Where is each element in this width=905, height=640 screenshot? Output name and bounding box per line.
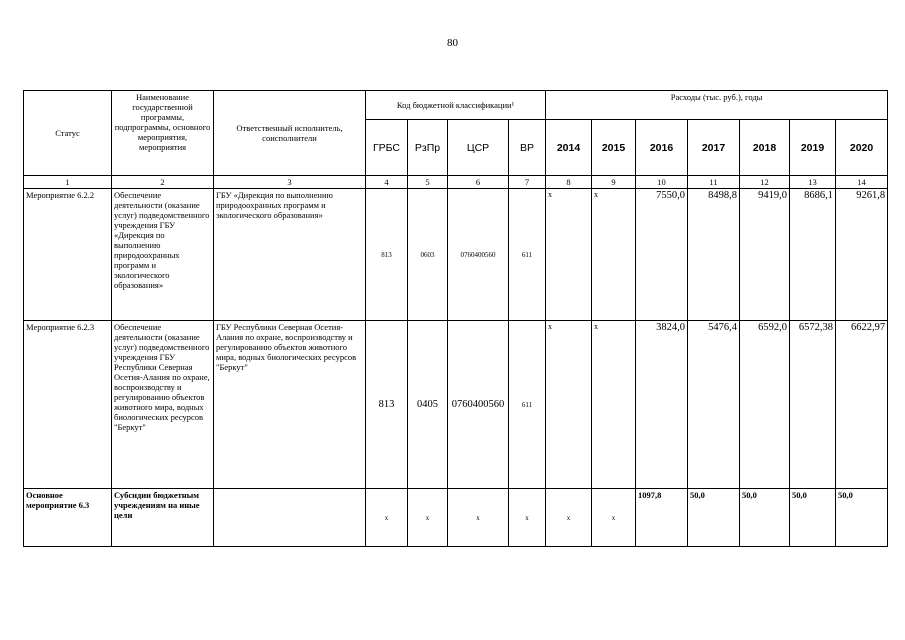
row-vr: х <box>509 489 546 547</box>
header-executor: Ответственный исполнитель, соисполнители <box>214 91 366 176</box>
row-2014: x <box>546 321 592 489</box>
header-year: 2018 <box>740 120 790 176</box>
row-2019: 6572,38 <box>790 321 836 489</box>
row-2016: 1097,8 <box>636 489 688 547</box>
page-number: 80 <box>447 37 458 49</box>
header-status: Статус <box>24 91 112 176</box>
column-index-row <box>24 176 888 189</box>
row-csr: х <box>448 489 509 547</box>
row-2019: 8686,1 <box>790 189 836 321</box>
row-2015: x <box>592 189 636 321</box>
column-index: 2 <box>112 176 214 189</box>
header-expenses: Расходы (тыс. руб.), годы <box>546 91 888 120</box>
row-2020: 9261,8 <box>836 189 888 321</box>
header-year: 2017 <box>688 120 740 176</box>
column-index: 10 <box>636 176 688 189</box>
row-status: Мероприятие 6.2.3 <box>24 321 112 489</box>
header-year: 2014 <box>546 120 592 176</box>
row-executor: ГБУ «Дирекция по выполнению природоохранных программ и экологического образования» <box>214 189 366 321</box>
row-2017: 50,0 <box>688 489 740 547</box>
column-index: 14 <box>836 176 888 189</box>
row-2018: 50,0 <box>740 489 790 547</box>
header-grbs: ГРБС <box>366 120 408 176</box>
header-row-1 <box>24 91 888 120</box>
row-vr: 611 <box>509 321 546 489</box>
header-year: 2016 <box>636 120 688 176</box>
row-2019: 50,0 <box>790 489 836 547</box>
row-grbs: 813 <box>366 321 408 489</box>
row-rzpr: х <box>408 489 448 547</box>
row-name: Обеспечение деятельности (оказание услуг) подведомственного учреждения ГБУ Республики Северная Осетия-Алания по охране, воспроизводству и регулированию объектов животного мира, водных биологических ресурсов "Беркут" <box>112 321 214 489</box>
row-executor: ГБУ Республики Северная Осетия-Алания по охране, воспроизводству и регулированию объектов животного мира, водных биологических ресурсов "Беркут" <box>214 321 366 489</box>
column-index: 3 <box>214 176 366 189</box>
table-row <box>24 321 888 489</box>
column-index: 9 <box>592 176 636 189</box>
row-vr: 611 <box>509 189 546 321</box>
header-rzpr: РзПр <box>408 120 448 176</box>
column-index: 11 <box>688 176 740 189</box>
row-name: Обеспечение деятельности (оказание услуг) подведомственного учреждения ГБУ «Дирекция по выполнению природоохранных программ и экологического образования» <box>112 189 214 321</box>
row-2015: х <box>592 489 636 547</box>
row-csr: 0760400560 <box>448 321 509 489</box>
table-row <box>24 189 888 321</box>
row-2020: 50,0 <box>836 489 888 547</box>
row-2016: 3824,0 <box>636 321 688 489</box>
header-budget-code: Код бюджетной классификации¹ <box>366 91 546 120</box>
budget-table <box>23 90 888 547</box>
row-executor <box>214 489 366 547</box>
row-2016: 7550,0 <box>636 189 688 321</box>
column-index: 7 <box>509 176 546 189</box>
row-csr: 0760400560 <box>448 189 509 321</box>
header-year: 2020 <box>836 120 888 176</box>
column-index: 1 <box>24 176 112 189</box>
column-index: 8 <box>546 176 592 189</box>
table-row <box>24 489 888 547</box>
column-index: 13 <box>790 176 836 189</box>
row-rzpr: 0405 <box>408 321 448 489</box>
header-year: 2015 <box>592 120 636 176</box>
row-2017: 8498,8 <box>688 189 740 321</box>
row-2015: x <box>592 321 636 489</box>
row-2018: 9419,0 <box>740 189 790 321</box>
column-index: 12 <box>740 176 790 189</box>
row-2017: 5476,4 <box>688 321 740 489</box>
column-index: 4 <box>366 176 408 189</box>
row-2014: x <box>546 189 592 321</box>
row-status: Основное мероприятие 6.3 <box>24 489 112 547</box>
row-2018: 6592,0 <box>740 321 790 489</box>
row-2014: х <box>546 489 592 547</box>
header-year: 2019 <box>790 120 836 176</box>
row-rzpr: 0603 <box>408 189 448 321</box>
column-index: 6 <box>448 176 509 189</box>
row-status: Мероприятие 6.2.2 <box>24 189 112 321</box>
header-name: Наименование государственной программы, подпрограммы, основного мероприятия, мероприятия <box>112 91 214 176</box>
row-grbs: х <box>366 489 408 547</box>
row-2020: 6622,97 <box>836 321 888 489</box>
row-name: Субсидии бюджетным учреждениям на иные цели <box>112 489 214 547</box>
column-index: 5 <box>408 176 448 189</box>
row-grbs: 813 <box>366 189 408 321</box>
header-csr: ЦСР <box>448 120 509 176</box>
header-vr: ВР <box>509 120 546 176</box>
